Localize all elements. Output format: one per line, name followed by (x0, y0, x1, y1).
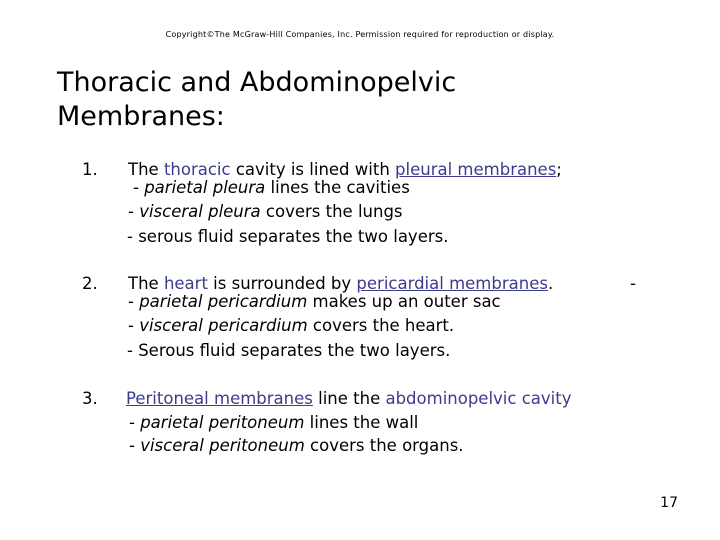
item-3-number: 3. (82, 389, 98, 408)
item-1-sub-1 (133, 178, 410, 198)
item-2-sub-3 (127, 341, 450, 361)
item-2-sub-2 (128, 316, 454, 336)
title-line-1: Thoracic and Abdominopelvic (57, 67, 457, 98)
sub-text: - Serous fluid separates the two layers. (127, 341, 451, 360)
item-2-trailing-dash: - (630, 274, 636, 293)
item-2-text: The (128, 274, 164, 293)
sub-term: visceral peritoneum (140, 436, 305, 455)
sub-text: - serous fluid separates the two layers. (127, 227, 449, 246)
sub-text: covers the organs. (304, 436, 464, 455)
item-3-main (126, 389, 571, 409)
sub-term: parietal pleura (144, 178, 266, 197)
item-1-number: 1. (82, 160, 98, 179)
sub-dash: - (129, 436, 141, 455)
copyright-notice: Copyright©The McGraw-Hill Companies, Inc. Permission required for reproduction or display. (165, 30, 555, 39)
item-1-sub-2 (128, 202, 403, 222)
sub-dash: - (128, 316, 140, 335)
item-2-term: heart (163, 274, 208, 293)
item-2-text-mid: is surrounded by (207, 274, 357, 293)
item-1-link[interactable]: pleural membranes (395, 160, 557, 179)
slide-title (57, 66, 557, 134)
item-1-text-post: ; (556, 160, 562, 179)
item-1-sub-3 (127, 227, 448, 247)
sub-text: makes up an outer sac (307, 292, 501, 311)
item-2-sub-1 (128, 292, 501, 312)
item-1-text-mid: cavity is lined with (230, 160, 396, 179)
title-line-2: Membranes: (57, 101, 225, 132)
sub-term: parietal peritoneum (140, 413, 305, 432)
item-1-term: thoracic (163, 160, 231, 179)
sub-dash: - (133, 178, 145, 197)
sub-text: covers the lungs (260, 202, 403, 221)
item-3-link[interactable]: Peritoneal membranes (126, 389, 313, 408)
sub-term: parietal pericardium (139, 292, 308, 311)
sub-term: visceral pericardium (139, 316, 308, 335)
sub-text: lines the wall (304, 413, 419, 432)
item-3-sub-2 (129, 436, 464, 456)
sub-text: covers the heart. (307, 316, 455, 335)
item-3-term: abdominopelvic cavity (385, 389, 572, 408)
item-2-link[interactable]: pericardial membranes (356, 274, 548, 293)
sub-dash: - (129, 413, 141, 432)
item-2-number: 2. (82, 274, 98, 293)
sub-dash: - (128, 202, 140, 221)
item-3-text-mid: line the (312, 389, 386, 408)
item-2-text-post: . (547, 274, 554, 293)
page-number: 17 (660, 495, 678, 511)
sub-text: lines the cavities (265, 178, 410, 197)
sub-dash: - (128, 292, 140, 311)
item-1-main (128, 160, 562, 180)
sub-term: visceral pleura (139, 202, 261, 221)
item-1-text: The (128, 160, 164, 179)
item-2-main (128, 274, 553, 294)
item-3-sub-1 (129, 413, 418, 433)
